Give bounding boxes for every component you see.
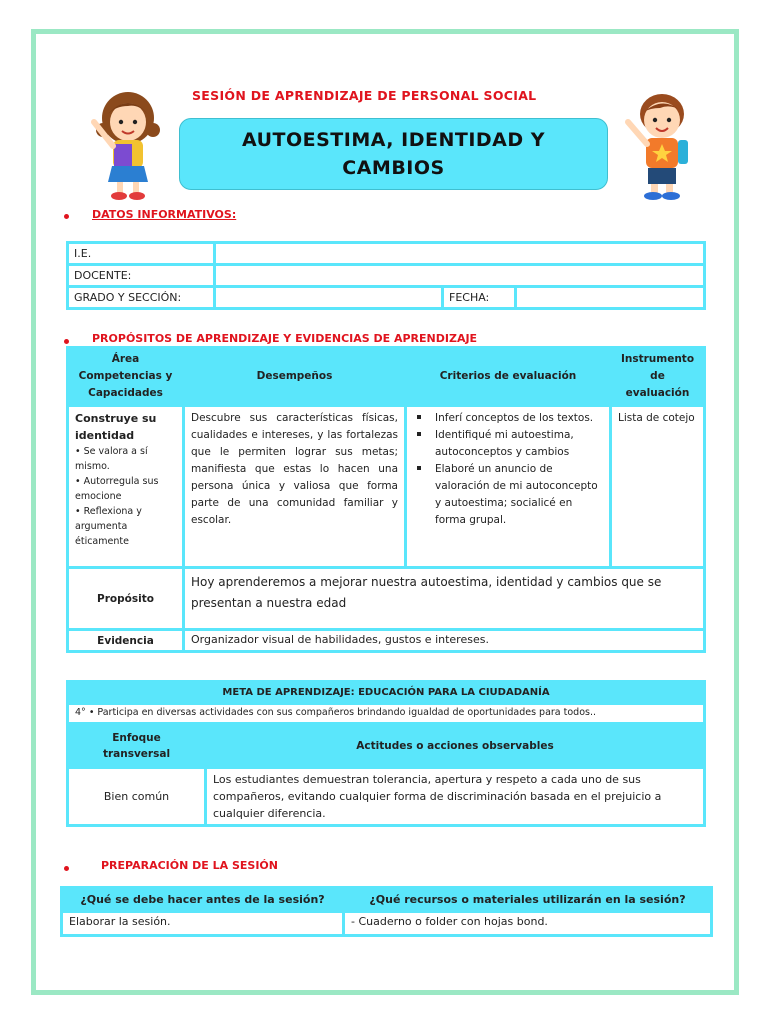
ie-label: I.E.: [68, 243, 215, 265]
datos-heading: DATOS INFORMATIVOS:: [92, 208, 237, 221]
table-header-row: [62, 888, 712, 912]
docente-field[interactable]: [215, 265, 705, 287]
meta-grado-line: 4° • Participa en diversas actividades con sus compañeros brindando igualdad de oportunidades para todos..: [68, 704, 705, 724]
table-row: [68, 287, 705, 309]
criterios-list: [413, 410, 603, 529]
col-desempenos-header: Desempeños: [184, 348, 406, 406]
table-header-row: [68, 682, 705, 704]
competencia-title: Construye su identidad: [75, 412, 157, 442]
col-instrumento-line: de: [650, 370, 665, 382]
col-instrumento-line: Instrumento: [620, 353, 695, 365]
table-row: [68, 630, 705, 652]
col-area-header: [68, 348, 184, 406]
col-instrumento-line: evaluación: [625, 387, 690, 399]
preparacion-table: [60, 886, 713, 937]
desempeno-cell: Descubre sus características físicas, cualidades e intereses, y las fortalezas que le permiten lograr sus metas; manifiesta que estas lo hacen una persona única y valiosa que forma parte de una comunidad familiar y escolar.: [184, 406, 406, 568]
table-row: [68, 406, 705, 568]
actitudes-header: Actitudes o acciones observables: [206, 724, 705, 768]
criterios-cell: [406, 406, 611, 568]
criterio-item: Elaboré un anuncio de valoración de mi autoconcepto y autoestima; socialicé en forma grupal.: [413, 461, 603, 529]
meta-heading: META DE APRENDIZAJE: EDUCACIÓN PARA LA CIUDADANÍA: [68, 682, 705, 704]
instrumento-cell: Lista de cotejo: [611, 406, 705, 568]
col-criterios-header: Criterios de evaluación: [406, 348, 611, 406]
session-title: SESIÓN DE APRENDIZAJE DE PERSONAL SOCIAL: [192, 88, 537, 103]
recursos-header: ¿Qué recursos o materiales utilizarán en la sesión?: [344, 888, 712, 912]
girl-illustration: [86, 84, 166, 202]
table-row: [68, 265, 705, 287]
bullet-icon: [64, 866, 69, 871]
fecha-field[interactable]: [516, 287, 705, 309]
meta-table: [66, 680, 706, 827]
propositos-heading: PROPÓSITOS DE APRENDIZAJE Y EVIDENCIAS DE APRENDIZAJE: [92, 332, 478, 345]
competencia-cell: [68, 406, 184, 568]
grado-field[interactable]: [215, 287, 443, 309]
actitudes-value: Los estudiantes demuestran tolerancia, apertura y respeto a cada uno de sus compañeros, evitando cualquier forma de discriminación basada en el prejuicio a cualquier diferencia.: [206, 768, 705, 826]
docente-label: DOCENTE:: [68, 265, 215, 287]
grado-label: GRADO Y SECCIÓN:: [68, 287, 215, 309]
evidencia-label: Evidencia: [68, 630, 184, 652]
col-area-line: Área: [111, 353, 140, 365]
criterio-item: Identifiqué mi autoestima, autoconceptos y cambios: [413, 427, 603, 461]
evidencia-text: Organizador visual de habilidades, gustos e intereses.: [184, 630, 705, 652]
proposito-label: Propósito: [68, 568, 184, 630]
criterio-item: Inferí conceptos de los textos.: [413, 410, 603, 427]
main-title: AUTOESTIMA, IDENTIDAD Y CAMBIOS: [179, 118, 608, 190]
enfoque-value: Bien común: [68, 768, 206, 826]
propositos-table: [66, 346, 706, 653]
proposito-text: Hoy aprenderemos a mejorar nuestra autoestima, identidad y cambios que se presentan a nuestra edad: [184, 568, 705, 630]
fecha-label: FECHA:: [443, 287, 516, 309]
table-row: [68, 568, 705, 630]
table-row: [68, 768, 705, 826]
col-instrumento-header: [611, 348, 705, 406]
enfoque-header: Enfoque transversal: [68, 724, 206, 768]
recursos-value: - Cuaderno o folder con hojas bond.: [344, 912, 712, 936]
boy-illustration: [620, 84, 700, 202]
table-header-row: [68, 348, 705, 406]
datos-table: [66, 241, 706, 310]
col-area-line: Competencias y: [78, 370, 173, 382]
capacidad-item: • Reflexiona y argumenta éticamente: [75, 506, 142, 547]
antes-header: ¿Qué se debe hacer antes de la sesión?: [62, 888, 344, 912]
table-row: [68, 704, 705, 724]
table-row: [62, 912, 712, 936]
col-area-line: Capacidades: [88, 387, 163, 399]
table-header-row: [68, 724, 705, 768]
preparacion-heading: PREPARACIÓN DE LA SESIÓN: [101, 859, 278, 872]
bullet-icon: [64, 214, 69, 219]
capacidad-item: • Autorregula sus emocione: [75, 476, 159, 502]
antes-value: Elaborar la sesión.: [62, 912, 344, 936]
table-row: [68, 243, 705, 265]
bullet-icon: [64, 339, 69, 344]
ie-field[interactable]: [215, 243, 705, 265]
capacidad-item: • Se valora a sí mismo.: [75, 446, 148, 472]
